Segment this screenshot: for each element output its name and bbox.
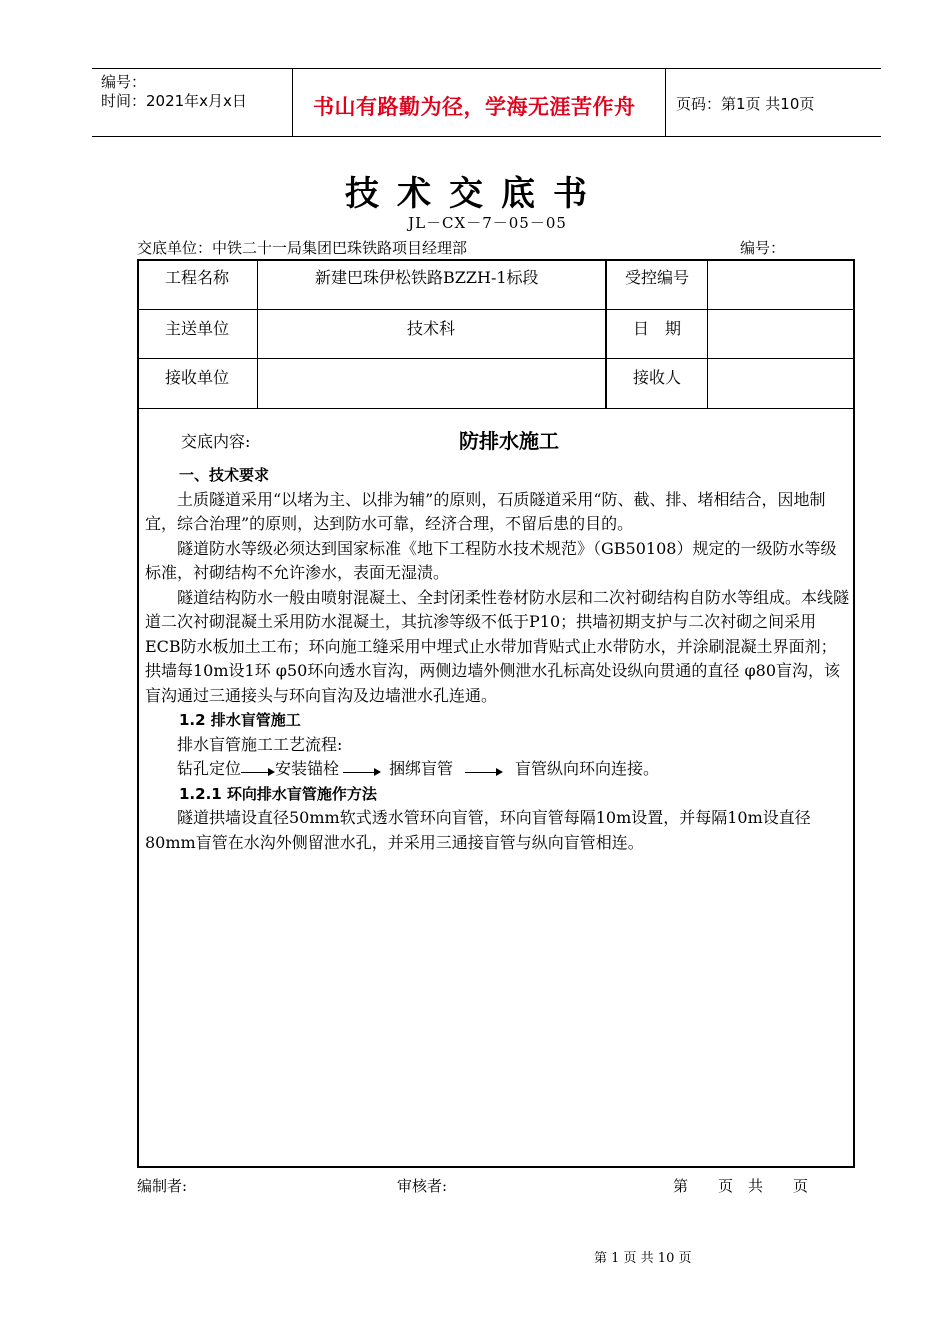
process-flow [145, 757, 849, 782]
section-heading: 1.2 排水盲管施工 [179, 711, 301, 729]
control-number-label: 受控编号 [625, 268, 690, 287]
column-divider [605, 261, 607, 409]
issuing-unit: 交底单位：中铁二十一局集团巴珠铁路项目经理部 [137, 239, 468, 257]
header-time: 时间：2021年x月x日 [101, 92, 247, 110]
section-heading: 一、技术要求 [179, 466, 270, 484]
content-body [145, 463, 849, 855]
project-name-label: 工程名称 [165, 268, 230, 287]
flow-step: 钻孔定位 [177, 759, 242, 778]
header-motto: 书山有路勤为径，学海无涯苦作舟 [313, 94, 636, 119]
header-top-rule [92, 68, 881, 69]
arrow-right-icon [343, 765, 381, 775]
header-divider [665, 68, 666, 136]
page-footer: 第 1 页 共 10 页 [594, 1251, 692, 1266]
arrow-right-icon [465, 765, 503, 775]
date-label: 日 期 [633, 319, 682, 338]
flow-step: 盲管纵向环向连接。 [515, 759, 660, 778]
recipient-label: 接收人 [633, 368, 682, 387]
paragraph: 隧道结构防水一般由喷射混凝土、全封闭柔性卷材防水层和二次衬砌结构自防水等组成。本线隧道二次衬砌混凝土采用防水混凝土，其抗渗等级不低于P10；拱墙初期支护与二次衬砌之间采用ECB防水板加土工布；环向施工缝采用中埋式止水带加背贴式止水带防水，并涂刷混凝土界面剂；拱墙每10m设1环 φ50环向透水盲沟，两侧边墙外侧泄水孔标高处设纵向贯通的直径 φ80盲沟，该盲沟通过三通接头与环向盲沟及边墙泄水孔连通。 [145, 587, 850, 705]
paragraph: 隧道防水等级必须达到国家标准《地下工程防水技术规范》（GB50108）规定的一级防水等级标准，衬砌结构不允许渗水，表面无湿渍。 [145, 538, 837, 582]
flow-step: 捆绑盲管 [389, 759, 454, 778]
content-label: 交底内容: [181, 432, 251, 451]
project-name-value: 新建巴珠伊松铁路BZZH-1标段 [315, 268, 539, 287]
receiver-unit-label: 接收单位 [165, 368, 230, 387]
content-title: 防排水施工 [459, 429, 559, 453]
header-divider [292, 68, 293, 136]
flow-step: 安装锚栓 [275, 759, 340, 778]
header-page-label: 页码：第1页 共10页 [676, 95, 815, 113]
header-bottom-rule [92, 136, 881, 137]
sender-unit-value: 技术科 [407, 319, 456, 338]
row-divider [139, 358, 853, 359]
row-divider [139, 309, 853, 310]
column-divider [707, 261, 708, 409]
page-count-field: 第 页 共 页 [673, 1177, 809, 1195]
disclosure-table [137, 259, 855, 1168]
subsection-heading: 1.2.1 环向排水盲管施作方法 [179, 784, 377, 803]
paragraph: 土质隧道采用“以堵为主、以排为辅”的原则，石质隧道采用“防、截、排、堵相结合，因地制宜，综合治理”的原则，达到防水可靠，经济合理，不留后患的目的。 [145, 489, 826, 533]
document-code: JL－CX－7－05－05 [408, 214, 567, 232]
arrow-right-icon [241, 765, 275, 775]
editor-label: 编制者: [137, 1177, 188, 1195]
row-divider [139, 408, 853, 409]
paragraph: 隧道拱墙设直径50mm软式透水管环向盲管，环向盲管每隔10m设置，并每隔10m设直径80mm盲管在水沟外侧留泄水孔，并采用三通接盲管与纵向盲管相连。 [145, 808, 811, 852]
header-number-label: 编号： [101, 73, 147, 91]
column-divider [257, 261, 258, 409]
reviewer-label: 审核者: [397, 1177, 448, 1195]
sender-unit-label: 主送单位 [165, 319, 230, 338]
number-label: 编号： [740, 239, 786, 257]
document-title: 技术交底书 [345, 174, 605, 214]
flow-label: 排水盲管施工工艺流程: [177, 734, 343, 754]
